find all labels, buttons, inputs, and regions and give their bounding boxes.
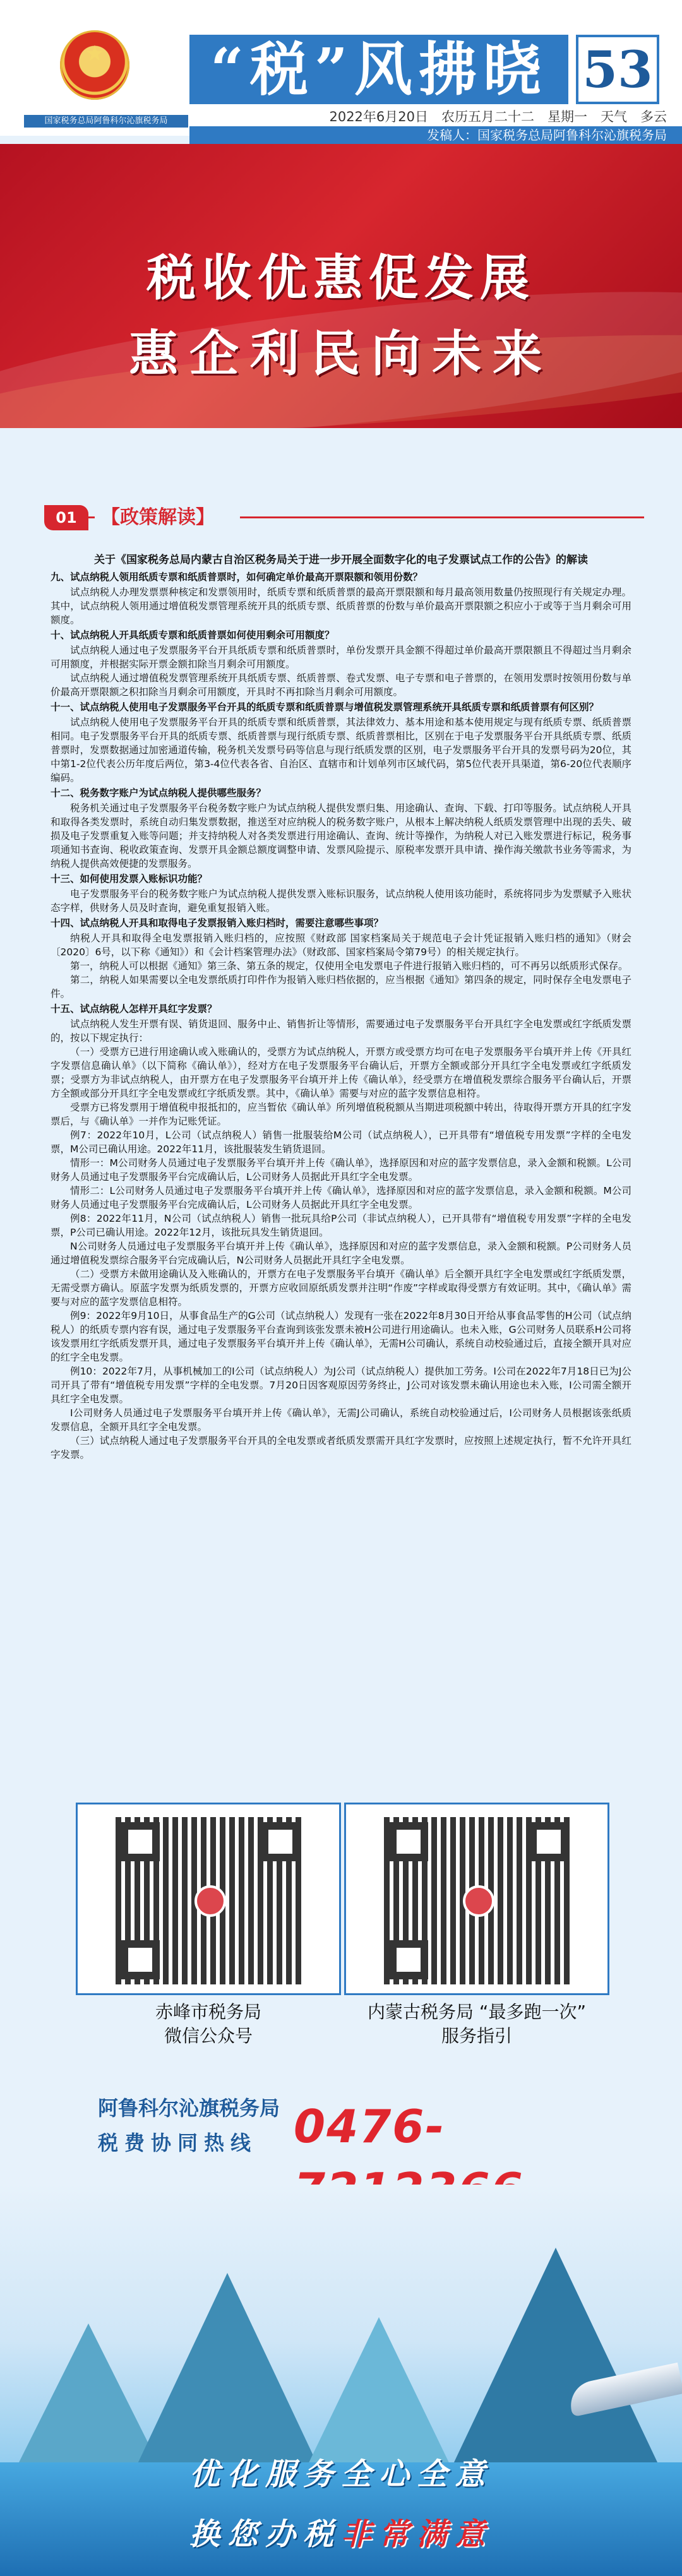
article-paragraph-wrap xyxy=(51,1239,631,1267)
article-paragraph-wrap xyxy=(51,1100,631,1128)
qr-caption-line1: 内蒙古税务局 “最多跑一次” xyxy=(368,2001,586,2022)
tax-logo-icon xyxy=(194,1885,226,1917)
qr-caption-line2: 微信公众号 xyxy=(164,2025,253,2046)
qr-caption-service-guide xyxy=(344,2000,609,2048)
article-paragraph: （三）试点纳税人通过电子发票服务平台开具的全电发票或者纸质发票需开具红字发票时，应按照上述规定执行，暂不允许开具红字发票。 xyxy=(51,1435,631,1460)
publisher-line: 发稿人：国家税务总局阿鲁科尔沁旗税务局 xyxy=(189,126,682,144)
hotline-office: 阿鲁科尔沁旗税务局 xyxy=(98,2096,280,2120)
article-paragraph-wrap xyxy=(51,973,631,1001)
article-paragraph-wrap xyxy=(51,1212,631,1239)
article-paragraph-wrap xyxy=(51,801,631,871)
article-subheading: 十二、税务数字账户为试点纳税人提供哪些服务？ xyxy=(51,787,266,799)
article-paragraph: 试点纳税人发生开票有误、销货退回、服务中止、销售折让等情形，需要通过电子发票服务平台开具红字全电发票或红字纸质发票的，按以下规定执行： xyxy=(51,1018,631,1044)
article-paragraph-wrap xyxy=(51,887,631,915)
qr-card-service-guide[interactable] xyxy=(344,1803,609,1995)
issue-number: 53 xyxy=(576,35,659,104)
article-paragraph: 例7：2022年10月，L公司（试点纳税人）销售一批服装给M公司（试点纳税人），已开具带有“增值税专用发票”字样的全电发票，M公司已确认用途。2022年11月，该批服装发生销货退回。 xyxy=(51,1130,631,1155)
banner-title-line1: 税收优惠促发展 xyxy=(146,249,535,307)
article-subheading: 十、试点纳税人开具纸质专票和纸质普票如何使用剩余可用额度？ xyxy=(51,629,335,641)
slogan-prefix: 换您办税 xyxy=(189,2517,341,2552)
article-paragraph-wrap xyxy=(51,1364,631,1406)
date-line: 2022年6月20日 农历五月二十二 星期一 天气 多云 xyxy=(329,109,667,124)
section-heading xyxy=(0,505,682,530)
slogan-line1: 优化服务全心全意 xyxy=(189,2457,493,2492)
article-subheading: 十五、试点纳税人怎样开具红字发票？ xyxy=(51,1003,217,1015)
section-name: 【政策解读】 xyxy=(95,505,240,530)
banner-title-line2: 惠企利民向未来 xyxy=(128,325,553,383)
article-paragraph-wrap xyxy=(51,1045,631,1100)
article-paragraph: 例9：2022年9月10日，从事食品生产的G公司（试点纳税人）发现有一张在2022年8月30日开给从事食品零售的H公司（试点纳税人）的纸质专票内容有误，通过电子发票服务平台查询到该张发票未被H公司进行用途确认。也未入账，G公司财务人员联系H公司将该发票用红字纸质发票开具，通过电子发票服务平台填开并上传《确认单》，无需H公司确认，系统自动校验通过后，直接全额开具对应的红字全电发票。 xyxy=(51,1310,631,1363)
article-paragraph: I公司财务人员通过电子发票服务平台填开并上传《确认单》，无需J公司确认，系统自动校验通过后，I公司财务人员根据该张纸质发票信息，全额开具红字全电发票。 xyxy=(51,1407,631,1433)
article-paragraph: 试点纳税人使用电子发票服务平台开具的纸质专票和纸质普票，其法律效力、基本用途和基本使用规定与现有纸质专票、纸质普票相同。电子发票服务平台开具的纸质专票、纸质普票与现行纸质专票、纸质普票相比，区别在于电子发票服务平台开具纸质专票、纸质普票时，发票数据通过加密通道传输，税务机关发票号码等信息与现行纸质发票的区别，电子发票服务平台开具的发票号码为20位，其中第1-2位代表公历年度后两位，第3-4位代表各省、自治区、直辖市和计划单列市区域代码，第5位代表开具渠道，第6-20位代表顺序编码。 xyxy=(51,717,631,784)
qr-caption-wechat xyxy=(76,2000,341,2048)
article-paragraph: 受票方已将发票用于增值税申报抵扣的，应当暂依《确认单》所列增值税税额从当期进项税额中转出，待取得开票方开具的红字发票后，与《确认单》一并作为记账凭证。 xyxy=(51,1102,631,1127)
article-paragraph: 试点纳税人通过电子发票服务平台开具纸质专票和纸质普票时，单份发票开具金额不得超过单价最高开票限额且不得超过当月剩余可用额度，并根据实际开票金额扣除当月剩余可用额度。 xyxy=(51,645,631,670)
qr-caption-line1: 赤峰市税务局 xyxy=(155,2001,261,2022)
article-paragraph-wrap xyxy=(51,1184,631,1212)
org-caption: 国家税务总局阿鲁科尔沁旗税务局 xyxy=(24,115,188,128)
article-paragraph-wrap xyxy=(51,671,631,699)
header xyxy=(0,0,682,143)
article-paragraph: 情形二：L公司财务人员通过电子发票服务平台填开并上传《确认单》，选择原因和对应的蓝字发票信息，录入金额和税额。M公司财务人员通过电子发票服务平台完成确认后，L公司财务人员据此开具红字全电发票。 xyxy=(51,1185,631,1210)
hotline-label: 税费协同热线 xyxy=(98,2131,258,2155)
article-paragraph: 纳税人开具和取得全电发票报销入账归档的，应按照《财政部 国家档案局关于规范电子会计凭证报销入账归档的通知》（财会〔2020〕6号，以下称《通知》）和《会计档案管理办法》（财政部、国家档案局令第79号）的相关规定执行。 xyxy=(51,933,631,958)
article-paragraph-wrap xyxy=(51,931,631,959)
article-paragraph-wrap xyxy=(51,1017,631,1045)
slogan-highlight: 非常满意 xyxy=(341,2517,493,2552)
tax-logo-icon xyxy=(463,1885,494,1917)
article-paragraph: N公司财务人员通过电子发票服务平台填开并上传《确认单》，选择原因和对应的蓝字发票信息，录入金额和税额。P公司财务人员通过增值税发票综合服务平台完成确认后，N公司财务人员据此开具红字全电发票。 xyxy=(51,1241,631,1266)
article-paragraph-wrap xyxy=(51,715,631,785)
article-paragraph-wrap xyxy=(51,959,631,973)
emblem-star-icon: ★ xyxy=(85,41,105,66)
policy-article xyxy=(51,552,631,1462)
qr-card-wechat[interactable] xyxy=(76,1803,341,1995)
article-paragraph-wrap xyxy=(51,643,631,671)
article-paragraph-wrap xyxy=(51,1406,631,1434)
newsletter-title: “税”风拂晓 xyxy=(189,35,568,104)
article-subheading: 十三、如何使用发票入账标识功能？ xyxy=(51,873,208,885)
article-title: 关于《国家税务总局内蒙古自治区税务局关于进一步开展全面数字化的电子发票试点工作的公告》的解读 xyxy=(94,554,588,566)
qr-code[interactable] xyxy=(384,1817,573,1984)
hotline-number[interactable]: 0476- xyxy=(294,2100,446,2153)
article-subheading: 九、试点纳税人领用纸质专票和纸质普票时，如何确定单价最高开票限额和领用份数？ xyxy=(51,571,423,583)
section-number: 01 xyxy=(44,505,88,530)
article-subheading: 十四、试点纳税人开具和取得电子发票报销入账归档时，需要注意哪些事项？ xyxy=(51,917,384,929)
article-paragraph-wrap xyxy=(51,1267,631,1309)
article-paragraph: 试点纳税人办理发票票种核定和发票领用时，纸质专票和纸质普票的最高开票限额和每月最高领用数量仍按照现行有关规定办理。其中，试点纳税人领用通过增值税发票管理系统开具的纸质专票、纸质普票的份数与单价最高开票限额之积应小于或等于当月剩余可用额度。 xyxy=(51,587,631,626)
article-paragraph-wrap xyxy=(51,585,631,627)
article-paragraph-wrap xyxy=(51,1128,631,1156)
article-paragraph: 第二，纳税人如果需要以全电发票纸质打印件作为报销入账归档依据的，应当根据《通知》第四条的规定，同时保存全电发票电子件。 xyxy=(51,974,631,999)
article-paragraph: 例10：2022年7月，从事机械加工的I公司（试点纳税人）为J公司（试点纳税人）提供加工劳务。I公司在2022年7月18日已为J公司开具了带有“增值税专用发票”字样的全电发票。7月20日因客观原因劳务终止，J公司对该发票未确认用途也未入账，I公司需全额开具红字全电发票。 xyxy=(51,1366,631,1405)
qr-caption-line2: 服务指引 xyxy=(441,2025,512,2046)
article-paragraph-wrap xyxy=(51,1156,631,1184)
article-subheading: 十一、试点纳税人使用电子发票服务平台开具的纸质专票和纸质普票与增值税发票管理系统开具纸质专票和纸质普票有何区别？ xyxy=(51,701,599,713)
article-paragraph: 试点纳税人通过增值税发票管理系统开具纸质专票、纸质普票、卷式发票、电子专票和电子普票的，在领用发票时按领用份数与单价最高开票限额之积扣除当月剩余可用额度，开具时不再扣除当月剩余可用额度。 xyxy=(51,672,631,698)
hero-banner xyxy=(0,144,682,428)
qr-code[interactable] xyxy=(116,1817,305,1984)
article-paragraph: （二）受票方未做用途确认及入账确认的，开票方在电子发票服务平台填开《确认单》后全额开具红字全电发票或红字纸质发票，无需受票方确认。原蓝字发票为纸质发票的，开票方应收回原纸质发票并注明“作废”字样或取得受票方有效证明。其中，《确认单》需要与对应的蓝字发票信息相符。 xyxy=(51,1268,631,1308)
article-paragraph: 电子发票服务平台的税务数字账户为试点纳税人提供发票入账标识服务，试点纳税人使用该功能时，系统将同步为发票赋予入账状态字样，供财务人员及时查询，避免重复报销入账。 xyxy=(51,888,631,914)
article-body xyxy=(51,570,631,1462)
qr-finder-pattern xyxy=(121,1940,160,1979)
article-paragraph: 第一，纳税人可以根据《通知》第三条、第五条的规定，仅使用全电发票电子件进行报销入账归档的，可不再另以纸质形式保存。 xyxy=(70,960,628,972)
article-paragraph: 税务机关通过电子发票服务平台税务数字账户为试点纳税人提供发票归集、用途确认、查询、下载、打印等服务。试点纳税人开具和取得各类发票时，系统自动归集发票数据，推送至对应纳税人的税务数字账户，从根本上解决纳税人纸质发票管理中出现的丢失、破损及电子发票重复入账等问题；并支持纳税人对各类发票进行用途确认、查询、统计等操作，为纳税人对已入账发票进行标记，税务事项通知书查询、税收政策查询、发票开具金额总额度调整申请、发票风险提示、原税率发票开具申请、操作海关缴款书业务等需求，为纳税人提供高效便捷的发票服务。 xyxy=(51,802,631,869)
article-paragraph-wrap xyxy=(51,1309,631,1364)
slogan-line2 xyxy=(0,2510,682,2553)
article-paragraph: 例8：2022年11月，N公司（试点纳税人）销售一批玩具给P公司（非试点纳税人），已开具带有“增值税专用发票”字样的全电发票，P公司已确认用途。2022年12月，该批玩具发生销货退回。 xyxy=(51,1213,631,1238)
qr-finder-pattern xyxy=(389,1940,428,1979)
article-paragraph: 情形一：M公司财务人员通过电子发票服务平台填开并上传《确认单》，选择原因和对应的蓝字发票信息，录入金额和税额。L公司财务人员通过电子发票服务平台完成确认后，L公司财务人员据此开具红字全电发票。 xyxy=(51,1157,631,1183)
article-paragraph-wrap xyxy=(51,1434,631,1462)
article-paragraph: （一）受票方已进行用途确认或入账确认的，受票方为试点纳税人，开票方或受票方均可在电子发票服务平台填开并上传《开具红字发票信息确认单》（以下简称《确认单》），经对方在电子发票服务平台确认后，开票方全额或部分开具红字全电发票或红字纸质发票；受票方为非试点纳税人，由开票方在电子发票服务平台填开并上传《确认单》，经受票方在增值税发票综合服务平台确认后，开票方全额或部分开具红字全电发票或红字纸质发票。其中，《确认单》需要与对应的蓝字发票信息相符。 xyxy=(51,1046,631,1099)
